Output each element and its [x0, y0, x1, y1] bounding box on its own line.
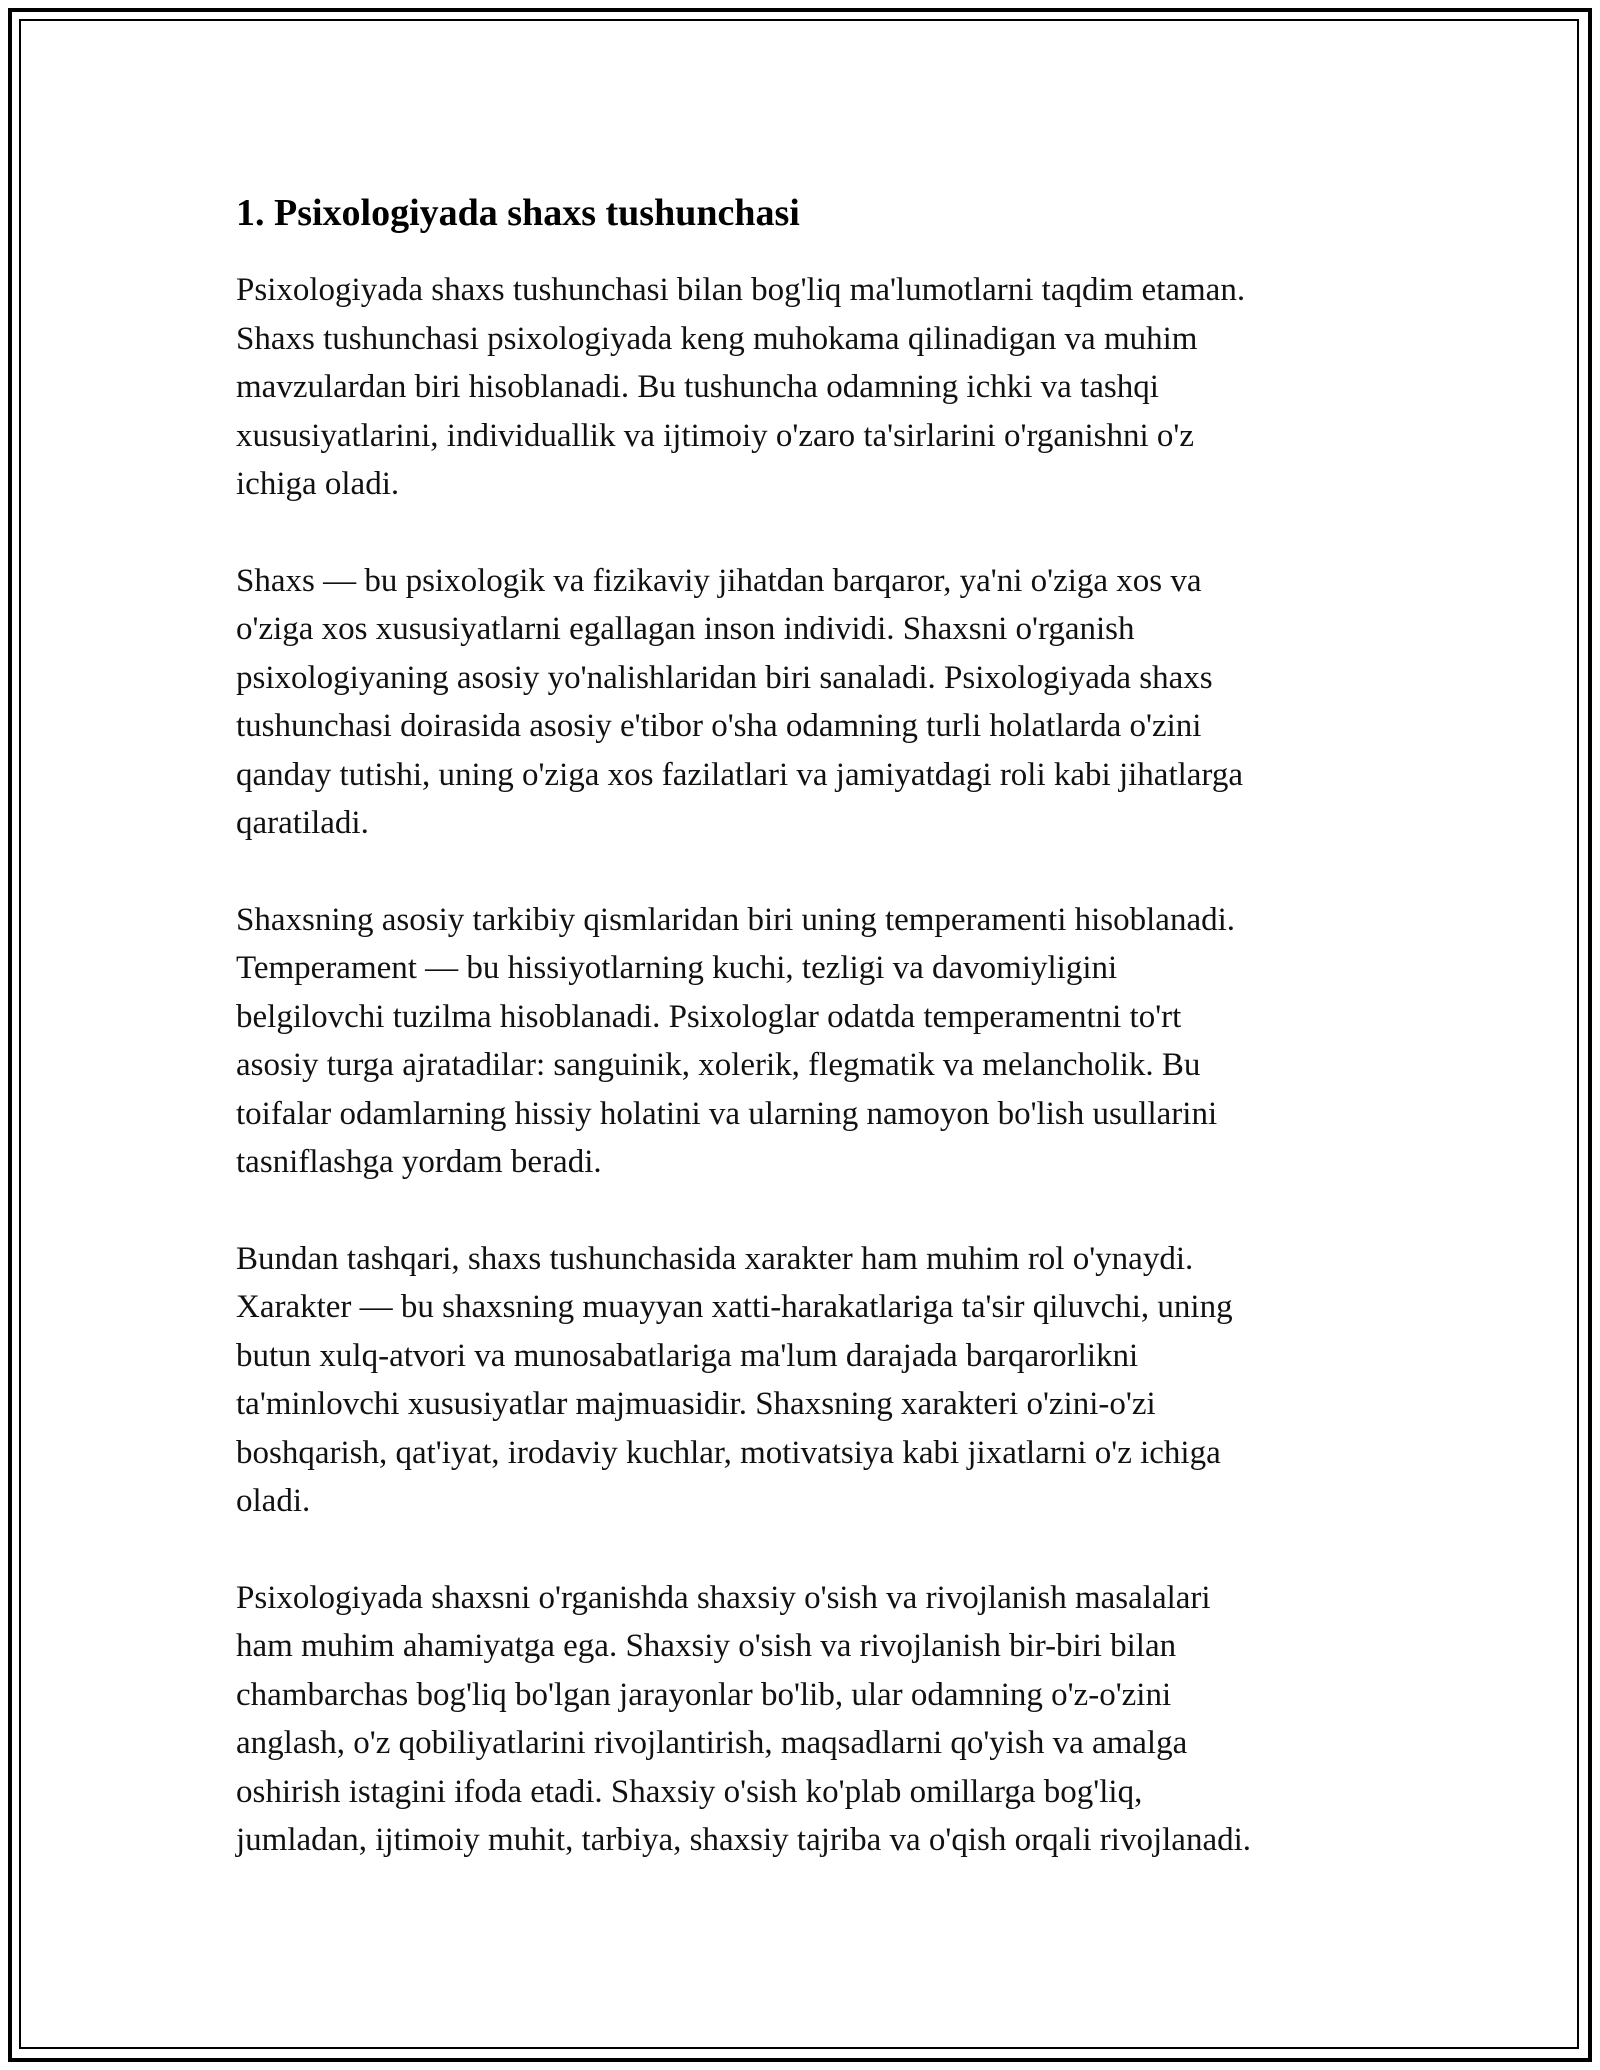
paragraph-shaxs-definition: Shaxs — bu psixologik va fizikaviy jihatdan barqaror, ya'ni o'ziga xos va o'ziga xos xususiyatlarni egallagan inson individi. Shaxsni o'rganish psixologiyaning asosiy yo'nalishlaridan biri sanaladi. Psixologiyada shaxs tushunchasi doirasida asosiy e'tibor o'sha odamning turli holatlarda o'zini qanday tutishi, uning o'ziga xos fazilatlari va jamiyatdagi roli kabi jihatlarga qaratiladi.: [236, 562, 1243, 841]
paragraph-personal-growth: Psixologiyada shaxsni o'rganishda shaxsiy o'sish va rivojlanish masalalari ham muhim ahamiyatga ega. Shaxsiy o'sish va rivojlanish bir-biri bilan chambarchas bog'liq bo'lgan jarayonlar bo'lib, ular odamning o'z-o'zini anglash, o'z qobiliyatlarini rivojlantirish, maqsadlarni qo'yish va amalga oshirish istagini ifoda etadi. Shaxsiy o'sish ko'plab omillarga bog'liq, jumladan, ijtimoiy muhit, tarbiya, shaxsiy tajriba va o'qish orqali rivojlanadi.: [236, 1579, 1252, 1858]
paragraph-intro: Psixologiyada shaxs tushunchasi bilan bog'liq ma'lumotlarni taqdim etaman. Shaxs tushunchasi psixologiyada keng muhokama qilinadigan va muhim mavzulardan biri hisoblanadi. Bu tushuncha odamning ichki va tashqi xususiyatlarini, individuallik va ijtimoiy o'zaro ta'sirlarini o'rganishni o'z ichiga oladi.: [236, 272, 1246, 502]
section-heading: 1. Psixologiyada shaxs tushunchasi: [236, 192, 800, 234]
paragraph-temperament: Shaxsning asosiy tarkibiy qismlaridan biri uning temperamenti hisoblanadi. Temperament — bu hissiyotlarning kuchi, tezligi va davomiyligini belgilovchi tuzilma hisoblanadi. Psixologlar odatda temperamentni to'rt asosiy turga ajratadilar: sanguinik, xolerik, flegmatik va melancholik. Bu toifalar odamlarning hissiy holatini va ularning namoyon bo'lish usullarini tasniflashga yordam beradi.: [236, 901, 1236, 1180]
document-body: [236, 186, 1416, 1913]
paragraph-xarakter: Bundan tashqari, shaxs tushunchasida xarakter ham muhim rol o'ynaydi. Xarakter — bu shaxsning muayyan xatti-harakatlariga ta'sir qiluvchi, uning butun xulq-atvori va munosabatlariga ma'lum darajada barqarorlikni ta'minlovchi xususiyatlar majmuasidir. Shaxsning xarakteri o'zini-o'zi boshqarish, qat'iyat, irodaviy kuchlar, motivatsiya kabi jixatlarni o'z ichiga oladi.: [236, 1240, 1233, 1519]
